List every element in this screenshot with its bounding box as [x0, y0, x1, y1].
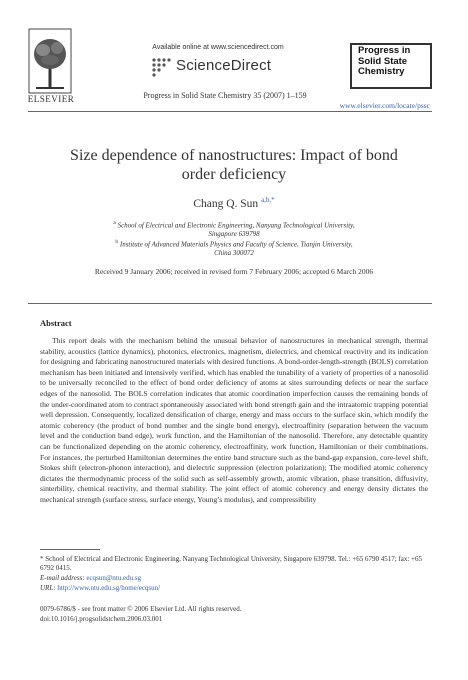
available-online-text: Available online at www.sciencedirect.com	[152, 44, 284, 51]
abstract-heading: Abstract	[40, 318, 72, 328]
author-affiliation-marks[interactable]: a,b,*	[261, 196, 275, 204]
copyright-line: 0079-6786/$ - see front matter © 2006 Elsevier Ltd. All rights reserved.	[40, 605, 242, 613]
doi-line[interactable]: doi:10.1016/j.progsolidstchem.2006.03.001	[40, 615, 163, 623]
footnote-rule	[40, 549, 100, 550]
sciencedirect-dots-icon	[150, 56, 172, 78]
journal-citation: Progress in Solid State Chemistry 35 (2007) 1–159	[143, 91, 307, 100]
url-footnote: URL: http://www.ntu.edu.sg/home/ecqsun/	[40, 584, 161, 592]
email-link[interactable]: ecqsun@ntu.edu.sg	[86, 574, 142, 582]
affiliation-b: $^b$ Institute of Advanced Materials Physics and Faculty of Science, Tianjin University, China 300072	[115, 239, 353, 258]
abstract-top-rule	[28, 303, 432, 304]
sciencedirect-wordmark: ScienceDirect	[176, 57, 272, 74]
journal-url-link[interactable]: www.elsevier.com/locate/pssc	[339, 101, 430, 110]
homepage-link[interactable]: http://www.ntu.edu.sg/home/ecqsun/	[57, 584, 161, 592]
corresponding-author-footnote: * School of Electrical and Electronic Engineering, Nanyang Technological University, Singapore 639798. Tel.: +65 6790 4517; fax: +65 6792 0415.	[40, 555, 422, 572]
elsevier-tree-logo-icon	[28, 28, 72, 94]
article-title: Size dependence of nanostructures: Impact of bond order deficiency	[70, 147, 398, 183]
publisher-name: ELSEVIER	[27, 94, 75, 104]
abstract-text: This report deals with the mechanism behind the unusual behavior of nanostructures in mechanical strength, thermal stability, acoustics (lattice dynamics), photonics, electronics, magnetism, dielectrics, and chemical reactivity and its indication for designing and fabricating nanostructured materials with desired functions. A bond-order-length-strength (BOLS) correlation mechanism has been initiated and intensively verified, which has enabled the tunability of a variety of properties of a nanosolid to be universally reconciled to the effect of bond order deficiency of atoms at sites surrounding defects or near the surface edges of the nanosolid. The BOLS correlation indicates that atomic coordination imperfection causes the remaining bonds of the under-coordinated atom to contract spontaneously associated with bond strength gain and the intraatomic trapping potential well depression. Consequently, localized densification of charge, energy and mass occurs to the surface skin, which modify the atomic coherency (the product of bond number and the single bond energy), electroaffinity (separation between the vacuum level and the conduction band edge), work function, and the Hamiltonian of the nanosolid. Therefore, any detectable quantity can be functionalized depending on the atomic coherency, electroaffinity, work function, Hamiltonian or their combinations. For instances, the perturbed Hamiltonian determines the entire band structure such as the band-gap expansion, core-level shift, Stokes shift (electron-phonon interaction), and dielectric suppression (electron polarization); The modified atomic coherency dictates the thermodynamic process of the solid such as self-assembly growth, atomic vibration, phase transition, diffusivity, sinterbility, chemical reactivity, and thermal stability. The joint effect of atomic coherency and energy density dictates the mechanical strength (surface stress, surface energy, Young’s modulus), and compressibility	[40, 336, 428, 504]
email-footnote: E-mail address: ecqsun@ntu.edu.sg	[40, 574, 142, 582]
affiliation-a: $^a$ School of Electrical and Electronic Engineering, Nanyang Technological University, Singapore 639798	[113, 220, 355, 239]
header-rule	[28, 111, 432, 112]
author-name: Chang Q. Sun $^{a,b,*}$	[193, 196, 275, 210]
journal-cover-title: Progress in Solid State Chemistry	[358, 45, 411, 77]
received-dates: Received 9 January 2006; received in revised form 7 February 2006; accepted 6 March 2006	[94, 267, 374, 276]
